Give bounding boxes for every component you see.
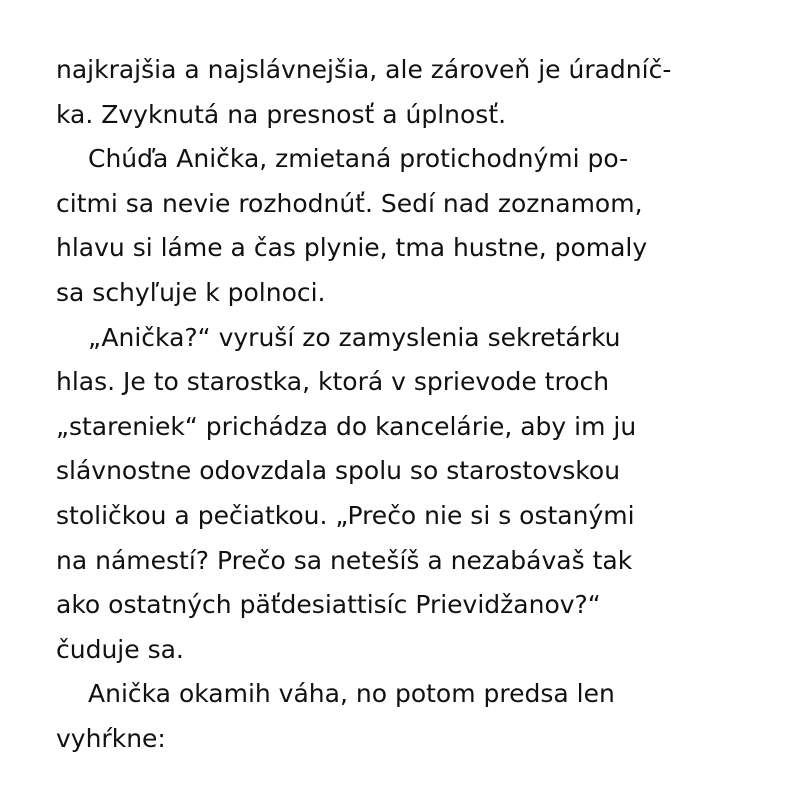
text-line: vyhŕkne: xyxy=(56,723,166,753)
text-line: sa schyľuje k polnoci. xyxy=(56,277,326,307)
text-line: hlas. Je to starostka, ktorá v sprievode troch xyxy=(56,367,610,397)
text-line: Chúďa Anička, zmietaná protichodnými po- xyxy=(88,144,629,174)
text-line: hlavu si láme a čas plynie, tma hustne, pomaly xyxy=(56,233,648,263)
text-line: slávnostne odovzdala spolu so starostovskou xyxy=(56,456,621,486)
text-line: „Anička?“ vyruší zo zamyslenia sekretárku xyxy=(88,322,621,352)
text-line: stoličkou a pečiatkou. „Prečo nie si s ostanými xyxy=(56,500,635,530)
text-line: Anička okamih váha, no potom predsa len xyxy=(88,679,615,709)
document-page xyxy=(56,48,756,762)
text-line: ako ostatných päťdesiattisíc Prievidžanov?“ xyxy=(56,590,601,620)
text-line: ka. Zvyknutá na presnosť a úplnosť. xyxy=(56,99,507,129)
text-line: citmi sa nevie rozhodnúť. Sedí nad zoznamom, xyxy=(56,188,643,218)
text-line: čuduje sa. xyxy=(56,634,184,664)
text-line: na námestí? Prečo sa netešíš a nezabávaš tak xyxy=(56,545,633,575)
text-line: „stareniek“ prichádza do kancelárie, aby im ju xyxy=(56,411,637,441)
text-line: najkrajšia a najslávnejšia, ale zároveň je úradníč- xyxy=(56,55,672,84)
